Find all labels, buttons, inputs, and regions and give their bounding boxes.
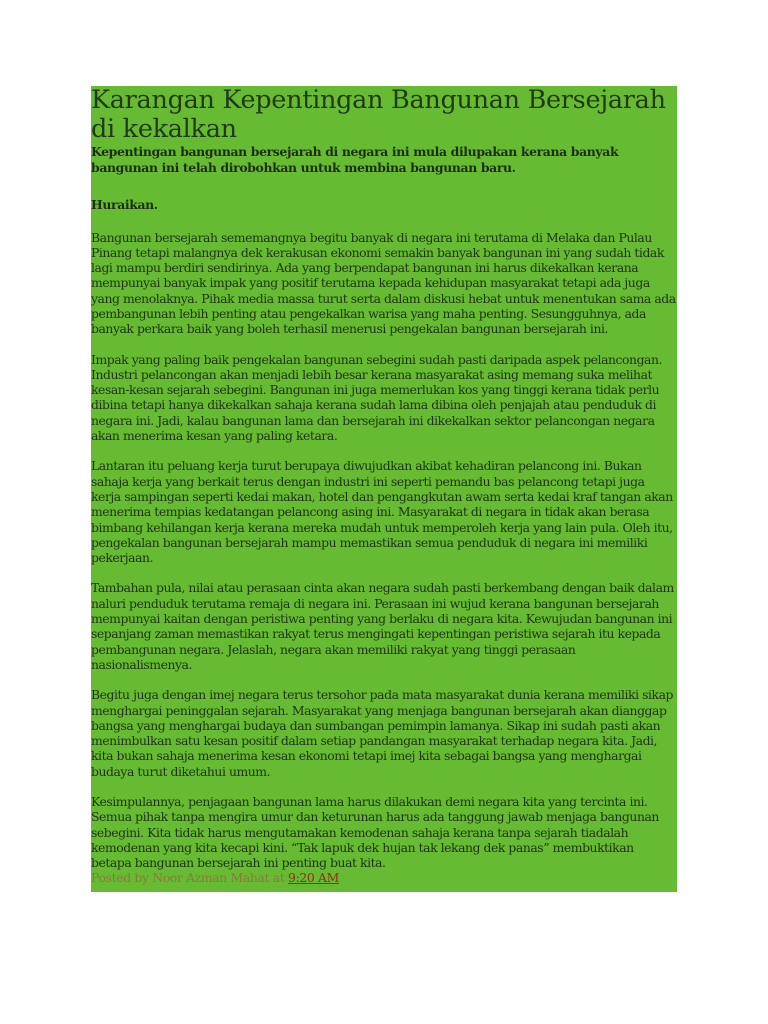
- post-time-link[interactable]: 9:20 AM: [288, 870, 339, 886]
- paragraph-3: Lantaran itu peluang kerja turut berupaya diwujudkan akibat kehadiran pelancong ini. Bukan sahaja kerja yang berkait terus dengan industri ini seperti pemandu bas pelancong tetapi juga kerja sampingan seperti kedai makan, hotel dan pengangkutan awam serta kedai kraf tangan akan menerima tempias kedatangan pelancong asing ini. Masyarakat di negara in tidak akan berasa bimbang kehilangan kerja kerana mereka mudah untuk memperoleh kerja yang lain pula. Oleh itu, pengekalan bangunan bersejarah mampu memastikan semua penduduk di negara ini memiliki pekerjaan.: [91, 458, 673, 566]
- prompt-text: Huraikan.: [91, 197, 158, 212]
- intro-bold-text: Kepentingan bangunan bersejarah di negara ini mula dilupakan kerana banyak bangunan ini telah dirobohkan untuk membina bangunan baru.: [91, 144, 619, 175]
- paragraph-6: Kesimpulannya, penjagaan bangunan lama harus dilakukan demi negara kita yang tercinta ini. Semua pihak tanpa mengira umur dan keturunan harus ada tanggung jawab menjaga bangunan sebegini. Kita tidak harus mengutamakan kemodenan sahaja kerana tanpa sejarah tiadalah kemodenan yang kita kecapi kini. “Tak lapuk dek hujan tak lekang dek panas” membuktikan betapa bangunan bersejarah ini penting buat kita.: [91, 794, 659, 871]
- paragraph-4: Tambahan pula, nilai atau perasaan cinta akan negara sudah pasti berkembang dengan baik dalam naluri penduduk terutama remaja di negara ini. Perasaan ini wujud kerana bangunan bersejarah mempunyai kaitan dengan peristiwa penting yang berlaku di negara kita. Kewujudan bangunan ini sepanjang zaman memastikan rakyat terus mengingati kepentingan peristiwa sejarah itu kepada pembangunan negara. Jelaslah, negara akan memiliki rakyat yang tinggi perasaan nasionalismenya.: [91, 580, 674, 672]
- post-footer: [91, 870, 677, 885]
- paragraph-2: Impak yang paling baik pengekalan bangunan sebegini sudah pasti daripada aspek pelancongan. Industri pelancongan akan menjadi lebih besar kerana masyarakat asing memang suka melihat kesan-kesan sejarah sebegini. Bangunan ini juga memerlukan kos yang tinggi kerana tidak perlu dibina tetapi hanya dikekalkan sahaja kerana sudah lama dibina oleh penjajah atau penduduk di negara ini. Jadi, kalau bangunan lama dan bersejarah ini dikekalkan sektor pelancongan negara akan menerima kesan yang paling ketara.: [91, 351, 663, 444]
- post-title-line-2: di kekalkan: [91, 114, 237, 144]
- posted-by-label: Posted by Noor Azman Mahat at: [91, 870, 289, 886]
- paragraph-5: Begitu juga dengan imej negara terus tersohor pada mata masyarakat dunia kerana memiliki sikap menghargai peninggalan sejarah. Masyarakat yang menjaga bangunan bersejarah akan dianggap bangsa yang menghargai budaya dan sumbangan pemimpin lamanya. Sikap ini sudah pasti akan menimbulkan satu kesan positif dalam setiap pandangan masyarakat terhadap negara kita. Jadi, kita bukan sahaja menerima kesan ekonomi tetapi imej kita sebagai bangsa yang menghargai budaya turut diketahui umum.: [91, 687, 674, 779]
- document-page: [91, 86, 677, 892]
- post-title: [91, 86, 677, 144]
- paragraph-1: Bangunan bersejarah sememangnya begitu banyak di negara ini terutama di Melaka dan Pulau Pinang tetapi malangnya dek kerakusan ekonomi semakin banyak bangunan ini yang sudah tidak lagi mampu berdiri sendirinya. Ada yang berpendapat bangunan ini harus dikekalkan kerana mempunyai banyak impak yang positif terutama kepada kehidupan masyarakat tetapi ada juga yang menolaknya. Pihak media massa turut serta dalam diskusi hebat untuk menentukan sama ada pembangunan lebih penting atau pengekalkan warisa yang maha penting. Sesungguhnya, ada banyak perkara baik yang boleh terhasil menerusi pengekalan bangunan bersejarah ini.: [91, 229, 676, 337]
- post-title-line-1: Karangan Kepentingan Bangunan Bersejarah: [91, 86, 666, 115]
